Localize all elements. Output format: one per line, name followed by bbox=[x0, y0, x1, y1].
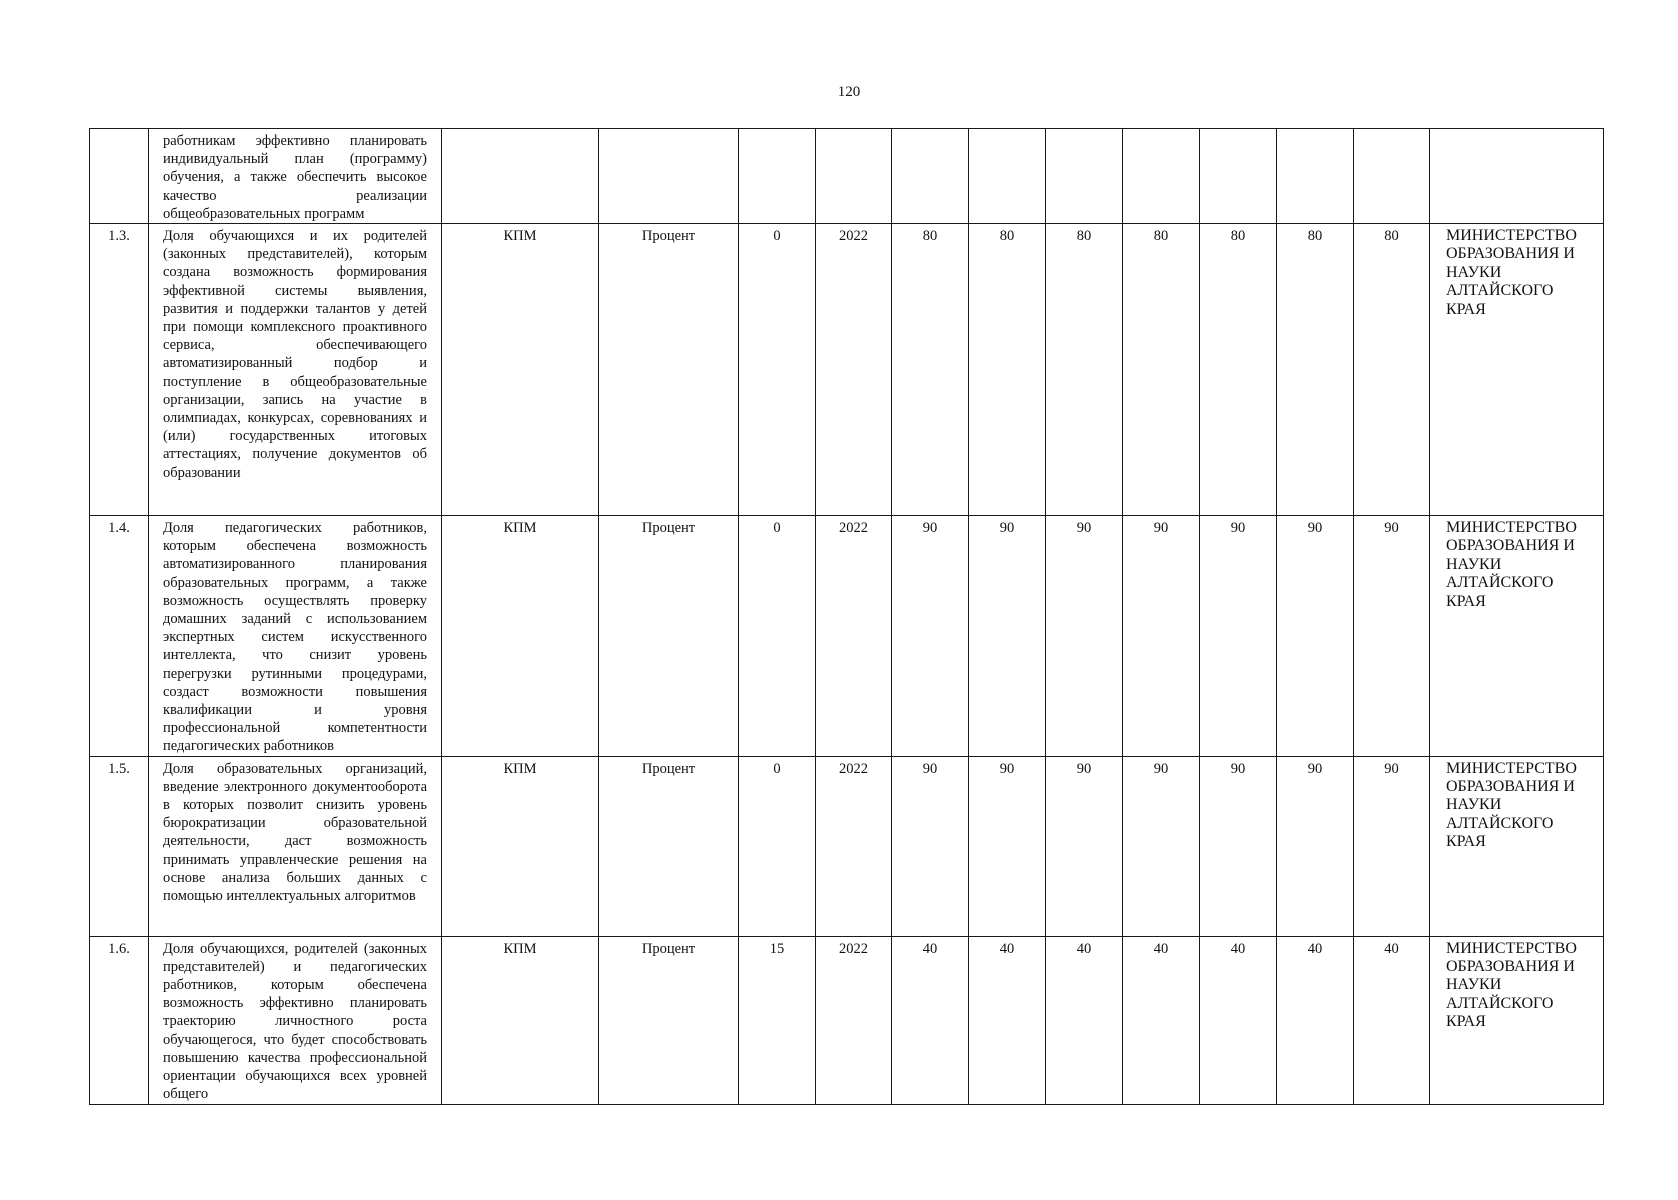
cell-value: 40 bbox=[892, 936, 969, 1105]
cell-value: 90 bbox=[969, 516, 1046, 757]
cell-value: 90 bbox=[1123, 516, 1200, 757]
cell-num bbox=[90, 129, 149, 224]
cell-level: КПМ bbox=[442, 936, 599, 1105]
cell-base-value: 0 bbox=[739, 224, 816, 516]
cell-base-year: 2022 bbox=[816, 516, 892, 757]
cell-base-value: 0 bbox=[739, 756, 816, 936]
cell-value: 40 bbox=[1354, 936, 1430, 1105]
cell-value: 40 bbox=[1200, 936, 1277, 1105]
cell-base-value: 0 bbox=[739, 516, 816, 757]
cell-base-value: 15 bbox=[739, 936, 816, 1105]
cell-num: 1.4. bbox=[90, 516, 149, 757]
cell-indicator: Доля обучающихся, родителей (законных представителей) и педагогических работников, которым обеспечена возможность эффективно планировать траекторию личностного роста обучающегося, что будет способствовать повышению качества профессиональной ориентации обучающихся всех уровней общего bbox=[149, 936, 442, 1105]
cell-value: 90 bbox=[969, 756, 1046, 936]
cell-responsible: МИНИСТЕРСТВО ОБРАЗОВАНИЯ И НАУКИ АЛТАЙСКОГО КРАЯ bbox=[1430, 224, 1604, 516]
cell-value: 80 bbox=[969, 224, 1046, 516]
cell-unit: Процент bbox=[599, 516, 739, 757]
cell-indicator-continuation: работникам эффективно планировать индивидуальный план (программу) обучения, а также обеспечить высокое качество реализации общеобразовательных программ bbox=[149, 129, 442, 224]
cell-value: 80 bbox=[1123, 224, 1200, 516]
cell-base-year: 2022 bbox=[816, 224, 892, 516]
table-row bbox=[90, 936, 1604, 1105]
cell-responsible: МИНИСТЕРСТВО ОБРАЗОВАНИЯ И НАУКИ АЛТАЙСКОГО КРАЯ bbox=[1430, 756, 1604, 936]
cell-value: 80 bbox=[1200, 224, 1277, 516]
cell-value: 80 bbox=[892, 224, 969, 516]
cell-level: КПМ bbox=[442, 224, 599, 516]
cell-responsible: МИНИСТЕРСТВО ОБРАЗОВАНИЯ И НАУКИ АЛТАЙСКОГО КРАЯ bbox=[1430, 936, 1604, 1105]
cell-value: 90 bbox=[1354, 516, 1430, 757]
table-row bbox=[90, 516, 1604, 757]
cell-value: 80 bbox=[1354, 224, 1430, 516]
cell-num: 1.3. bbox=[90, 224, 149, 516]
cell-value: 90 bbox=[1354, 756, 1430, 936]
cell-indicator: Доля образовательных организаций, введение электронного документооборота в которых позволит снизить уровень бюрократизации образовательной деятельности, даст возможность принимать управленческие решения на основе анализа больших данных с помощью интеллектуальных алгоритмов bbox=[149, 756, 442, 936]
cell-value: 90 bbox=[1277, 756, 1354, 936]
cell-unit: Процент bbox=[599, 936, 739, 1105]
cell-responsible: МИНИСТЕРСТВО ОБРАЗОВАНИЯ И НАУКИ АЛТАЙСКОГО КРАЯ bbox=[1430, 516, 1604, 757]
page-number: 120 bbox=[837, 84, 861, 100]
cell-level: КПМ bbox=[442, 516, 599, 757]
cell-value: 90 bbox=[1200, 756, 1277, 936]
table-row bbox=[90, 756, 1604, 936]
cell-num: 1.6. bbox=[90, 936, 149, 1105]
cell-unit: Процент bbox=[599, 756, 739, 936]
cell-value: 40 bbox=[1046, 936, 1123, 1105]
cell-base-year: 2022 bbox=[816, 756, 892, 936]
indicators-table bbox=[89, 128, 1604, 1105]
table-row bbox=[90, 224, 1604, 516]
table-row-continuation bbox=[90, 129, 1604, 224]
cell-value: 90 bbox=[892, 516, 969, 757]
cell-value: 40 bbox=[1277, 936, 1354, 1105]
cell-value: 80 bbox=[1046, 224, 1123, 516]
cell-level: КПМ bbox=[442, 756, 599, 936]
cell-value: 90 bbox=[1200, 516, 1277, 757]
cell-value: 80 bbox=[1277, 224, 1354, 516]
cell-base-year: 2022 bbox=[816, 936, 892, 1105]
cell-num: 1.5. bbox=[90, 756, 149, 936]
cell-indicator: Доля обучающихся и их родителей (законных представителей), которым создана возможность формирования эффективной системы выявления, развития и поддержки талантов у детей при помощи комплексного проактивного сервиса, обеспечивающего автоматизированный подбор и поступление в общеобразовательные организации, запись на участие в олимпиадах, конкурсах, соревнованиях и (или) государственных итоговых аттестациях, получение документов об образовании bbox=[149, 224, 442, 516]
cell-value: 40 bbox=[969, 936, 1046, 1105]
cell-indicator: Доля педагогических работников, которым обеспечена возможность автоматизированного планирования образовательных программ, а также возможность осуществлять проверку домашних заданий с использованием экспертных систем искусственного интеллекта, что снизит уровень перегрузки рутинными процедурами, создаст возможности повышения квалификации и уровня профессиональной компетентности педагогических работников bbox=[149, 516, 442, 757]
cell-value: 90 bbox=[892, 756, 969, 936]
cell-value: 90 bbox=[1046, 756, 1123, 936]
cell-value: 90 bbox=[1277, 516, 1354, 757]
cell-value: 40 bbox=[1123, 936, 1200, 1105]
cell-unit: Процент bbox=[599, 224, 739, 516]
cell-value: 90 bbox=[1046, 516, 1123, 757]
cell-value: 90 bbox=[1123, 756, 1200, 936]
